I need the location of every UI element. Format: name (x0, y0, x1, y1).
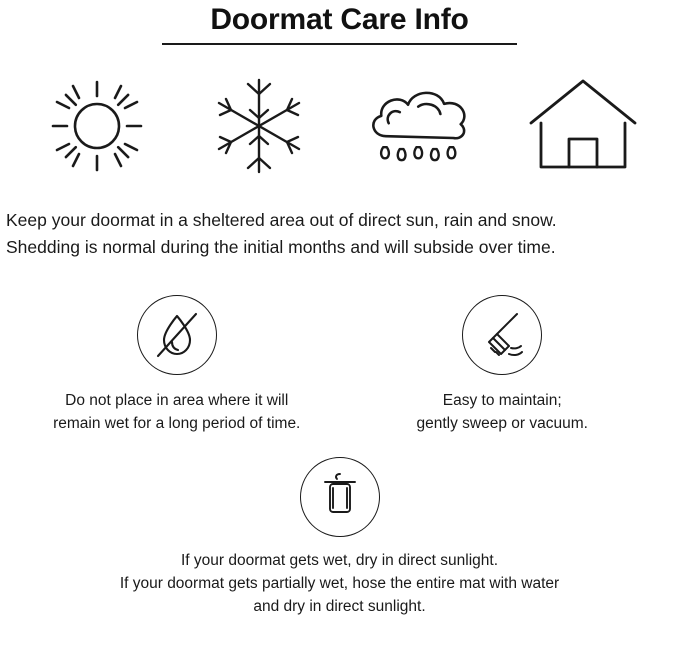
tip-no-water-line-2: remain wet for a long period of time. (53, 415, 301, 432)
broom-icon (462, 295, 542, 375)
title-underline (162, 43, 517, 45)
bottom-tip (0, 457, 679, 618)
bottom-tip-line-2: If your doormat gets partially wet, hose the entire mat with water (119, 575, 560, 592)
page-title: Doormat Care Info (210, 3, 469, 36)
no-water-icon (137, 295, 217, 375)
title-block (0, 0, 679, 45)
rain-cloud-icon (361, 71, 481, 181)
snowflake-icon (199, 71, 319, 181)
tip-no-water (14, 295, 340, 435)
tip-sweep-line-1: Easy to maintain; (442, 392, 562, 409)
intro-line-2: Shedding is normal during the initial months and will subside over time. (6, 237, 556, 257)
hanging-mat-icon (300, 457, 380, 537)
intro-paragraph (0, 207, 679, 261)
tip-sweep-caption (417, 389, 588, 435)
house-icon (523, 71, 643, 181)
bottom-tip-caption (120, 549, 559, 618)
tip-no-water-caption (53, 389, 300, 435)
tip-sweep (340, 295, 666, 435)
weather-icon-row (0, 71, 679, 181)
intro-line-1: Keep your doormat in a sheltered area out of direct sun, rain and snow. (6, 210, 557, 230)
bottom-tip-line-1: If your doormat gets wet, dry in direct sunlight. (180, 552, 499, 569)
sun-icon (37, 71, 157, 181)
tip-sweep-line-2: gently sweep or vacuum. (416, 415, 588, 432)
bottom-tip-line-3: and dry in direct sunlight. (253, 598, 426, 615)
tip-no-water-line-1: Do not place in area where it will (65, 392, 289, 409)
tips-row (0, 295, 679, 435)
